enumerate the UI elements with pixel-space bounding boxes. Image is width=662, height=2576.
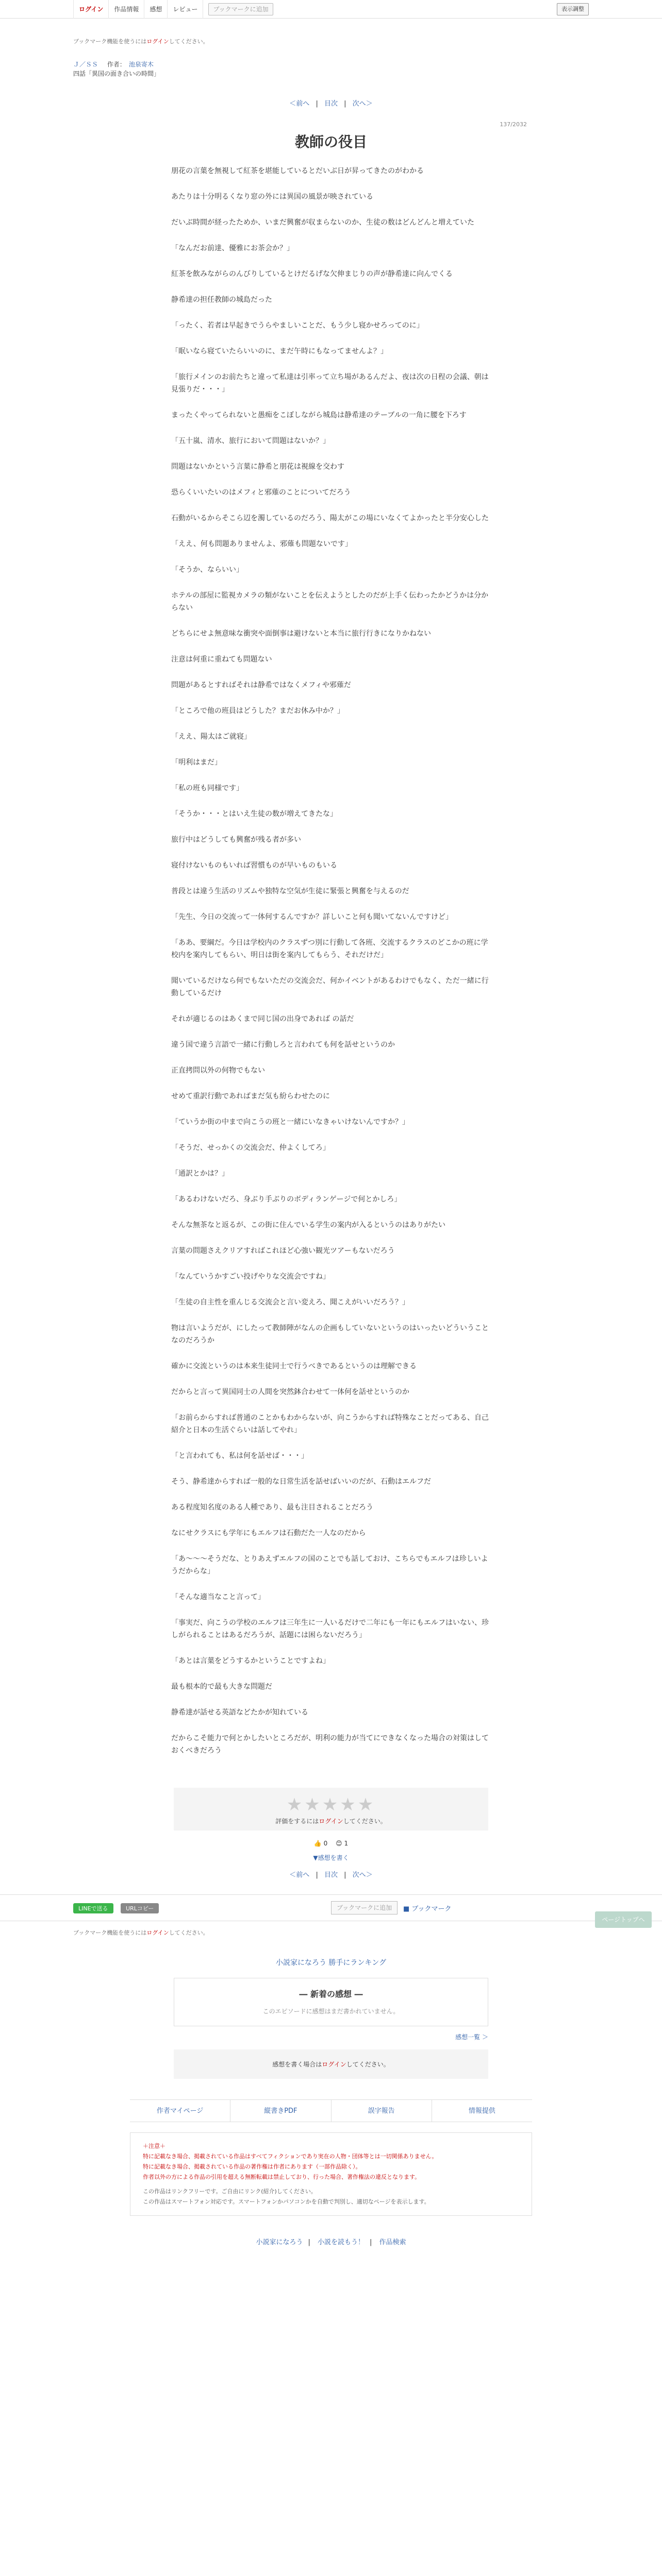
write-review-toggle bbox=[73, 1853, 589, 1862]
novel-paragraph: 正直拷問以外の何物でもない bbox=[171, 1066, 265, 1075]
notice-text-suffix: してください。 bbox=[169, 38, 209, 45]
novel-paragraph: 「ああ、要綱だ。今日は学校内のクラスずつ別に行動して各班、交流するクラスのどこかの班に学校内を案内してもらい、明日は街を案内してもらう、それだけだ」 bbox=[171, 939, 488, 959]
novel-paragraph: そう、静希達からすれば一般的な日常生活を話せばいいのだが、石動はエルフだ bbox=[171, 1478, 431, 1486]
novel-paragraph: だいぶ時間が経ったためか、いまだ興奮が収まらないのか、生徒の数はどんどんと増えていた bbox=[171, 218, 474, 227]
ranking-link[interactable]: 小説家になろう 勝手にランキング bbox=[275, 1959, 387, 1967]
reactions bbox=[73, 1840, 589, 1847]
info-provide-link[interactable] bbox=[432, 2100, 532, 2122]
novel-paragraph: 「ったく、若者は早起きでうらやましいことだ、もう少し寝かせろってのに」 bbox=[171, 321, 424, 330]
toc-link[interactable]: 目次 bbox=[324, 100, 338, 108]
rating-stars[interactable]: ★★★★★ bbox=[286, 1794, 376, 1815]
novel-paragraph: 確かに交流というのは本来生徒同士で行うべきであるというのは理解できる bbox=[171, 1362, 417, 1370]
novel-paragraph: 「ええ、陽太はご就寝」 bbox=[171, 733, 251, 741]
url-copy-button[interactable]: URLコピー bbox=[121, 1903, 159, 1913]
new-reviews-empty: このエピソードに感想はまだ書かれていません。 bbox=[262, 2008, 400, 2015]
novel-paragraph: 「ええ、何も問題ありませんよ、邪薙も問題ないです」 bbox=[171, 540, 352, 548]
bookmark-login-notice-2 bbox=[73, 1928, 589, 1937]
review-list-container bbox=[174, 2032, 488, 2041]
series-title-link[interactable]: Ｊ／ＳＳ bbox=[73, 61, 98, 68]
notice2-login-link[interactable]: ログイン bbox=[146, 1929, 169, 1936]
caution-line: この作品はリンクフリーです。ご自由にリンク(紹介)してください。 bbox=[143, 2188, 317, 2195]
bottom-nav: 小説家になろう | 小説を読もう！ | 作品検索 bbox=[256, 2239, 406, 2246]
bookmark-label: ブックマーク bbox=[411, 1905, 452, 1913]
chapter-number: 137/2032 bbox=[500, 121, 527, 128]
rating-login-link[interactable]: ログイン bbox=[319, 1818, 343, 1825]
rating-note-suffix: してください。 bbox=[343, 1818, 387, 1825]
novel-paragraph: 言葉の問題さえクリアすればこれほど心強い観光ツアーもないだろう bbox=[171, 1247, 395, 1255]
novel-paragraph: 朋花の言葉を無視して紅茶を堪能しているとだいぶ日が昇ってきたのがわかる bbox=[171, 167, 424, 175]
novel-paragraph: ホテルの部屋に監視カメラの類がないことを伝えようとしたのだが上手く伝わったかどうかは分からない bbox=[171, 591, 489, 612]
novel-paragraph: 「事実だ、向こうの学校のエルフは三年生に一人いるだけで二年にも一年にもエルフはいない、珍しがられることはあるだろうが、話題には困らないだろう」 bbox=[171, 1619, 489, 1639]
author-mypage-link[interactable] bbox=[130, 2100, 230, 2122]
novel-paragraph: 物は言いようだが、にしたって教師陣がなんの企画もしていないというのはいったいどういうことなのだろうか bbox=[171, 1324, 489, 1345]
novel-paragraph: それが適じるのはあくまで同じ国の出身であれば の話だ bbox=[171, 1015, 354, 1023]
prev-link-bottom[interactable]: ＜前へ bbox=[289, 1871, 310, 1879]
vertical-pdf-label[interactable]: 縦書きPDF bbox=[264, 2107, 297, 2115]
novel-paragraph: 「ていうか街の中まで向こうの班と一緒にいなきゃいけないんですか？」 bbox=[171, 1118, 409, 1126]
rating-box bbox=[174, 1788, 488, 1831]
nav-impressions-link[interactable]: 感想 bbox=[144, 0, 168, 19]
novel-paragraph: 「と言われても、私は何を話せば・・・」 bbox=[171, 1452, 308, 1460]
novel-paragraph: 「先生、今日の交流って一体何するんですか？詳しいこと何も聞いてないんですけど」 bbox=[171, 913, 453, 921]
novel-paragraph: そんな無茶なと返るが、この街に住んでいる学生の案内が入るというのはありがたい bbox=[171, 1221, 445, 1229]
novel-paragraph: 「なんだお前達、優雅にお茶会か？」 bbox=[171, 244, 294, 252]
notice-text: ブックマーク機能を使うには bbox=[73, 38, 147, 45]
novel-paragraph: 「そうだ、せっかくの交流会だ、仲よくしてろ」 bbox=[171, 1144, 330, 1152]
novel-paragraph: 問題があるとすればそれは静希ではなくメフィや邪薙だ bbox=[171, 681, 351, 689]
prev-link[interactable]: ＜前へ bbox=[289, 100, 310, 108]
novel-paragraph: 「あ～～～そうだな、とりあえずエルフの国のことでも話しておけ、こちらでもエルフは珍しいようだからな」 bbox=[171, 1555, 488, 1575]
episode-title: 四話「異国の面き合いの時間」 bbox=[73, 70, 160, 77]
novel-paragraph: 違う国で違う言語で一緒に行動しろと言われても何を話せというのか bbox=[171, 1041, 395, 1049]
bottom-nav-search[interactable]: 作品検索 bbox=[379, 2239, 406, 2246]
line-share-button[interactable]: LINEで送る bbox=[73, 1903, 113, 1913]
novel-paragraph: 「旅行メインのお前たちと違って私達は引率って立ち場があるんだよ、夜は次の日程の会議、朝は見張りだ・・・」 bbox=[171, 373, 489, 394]
review-write-login-link[interactable]: ログイン bbox=[322, 2061, 346, 2068]
caution-head: ＋注意＋ bbox=[143, 2143, 166, 2149]
novel-paragraph: まったくやってられないと愚痴をこぼしながら城島は静希達のテーブルの一角に腰を下ろす bbox=[171, 411, 467, 419]
bookmark-link[interactable] bbox=[403, 1903, 452, 1913]
novel-paragraph: 旅行中はどうしても興奮が残る者が多い bbox=[171, 836, 301, 844]
novel-paragraph: ある程度知名度のある人種であり、最も注目されることだろう bbox=[171, 1503, 373, 1512]
novel-paragraph: 「明利はまだ」 bbox=[171, 758, 222, 767]
caution-box bbox=[130, 2132, 532, 2216]
toc-link-bottom[interactable]: 目次 bbox=[324, 1871, 338, 1879]
novel-paragraph: 恐らくいいたいのはメフィと邪薙のことについてだろう bbox=[171, 488, 351, 497]
author-mypage-label[interactable]: 作者マイページ bbox=[156, 2107, 204, 2115]
novel-paragraph: 「そんな適当なこと言って」 bbox=[171, 1593, 265, 1601]
rating-login-note bbox=[174, 1817, 488, 1825]
new-reviews-box bbox=[174, 1978, 488, 2026]
novel-paragraph: 「なんていうかすごい投げやりな交流会ですね」 bbox=[171, 1273, 330, 1281]
novel-paragraph: 「生徒の自主性を重んじる交流会と言い変えろ、聞こえがいいだろう？」 bbox=[171, 1298, 409, 1307]
typo-report-label[interactable]: 誤字報告 bbox=[368, 2107, 395, 2115]
review-write-text: 感想を書く場合は bbox=[272, 2061, 322, 2068]
nav-work-info-link[interactable]: 作品情報 bbox=[109, 0, 144, 19]
author-link[interactable]: 池泉寄木 bbox=[128, 61, 154, 68]
novel-body bbox=[171, 165, 491, 1757]
novel-paragraph: 「私の班も同様です」 bbox=[171, 784, 243, 792]
vertical-pdf-link[interactable] bbox=[230, 2100, 331, 2122]
pager-bottom: ＜前へ | 目次 | 次へ＞ bbox=[289, 1871, 373, 1879]
bottom-nav-yomou[interactable]: 小説を読もう！ bbox=[317, 2239, 365, 2246]
caution-line: この作品はスマートフォン対応です。スマートフォンかパソコンかを自動で判別し、適切なページを表示します。 bbox=[143, 2198, 430, 2205]
bottom-nav-narou[interactable]: 小説家になろう bbox=[256, 2239, 303, 2246]
write-review-link[interactable]: ▼感想を書く bbox=[313, 1854, 349, 1861]
novel-paragraph: 「そうか・・・とはいえ生徒の数が増えてきたな」 bbox=[171, 810, 337, 818]
author-label: 作者： bbox=[107, 61, 126, 68]
novel-paragraph: 注意は何重に重ねても問題ない bbox=[171, 655, 272, 664]
smile-reaction[interactable]: 😊 1 bbox=[336, 1840, 349, 1847]
typo-report-link[interactable] bbox=[332, 2100, 432, 2122]
novel-paragraph: せめて重訳行動であればまだ気も紛らわせたのに bbox=[171, 1092, 330, 1100]
novel-paragraph: 問題はないかという言葉に静希と朋花は視線を交わす bbox=[171, 463, 344, 471]
novel-paragraph: 「あるわけないだろ、身ぶり手ぶりのボディランゲージで何とかしろ」 bbox=[171, 1195, 402, 1204]
novel-paragraph: 紅茶を飲みながらのんびりしているとけだるげな欠伸まじりの声が静希達に向んでくる bbox=[171, 270, 453, 278]
novel-paragraph: 「お前らからすれば普通のことかもわからないが、向こうからすれば特殊なことだってある、自己紹介と日本の生活ぐらいは話してやれ」 bbox=[171, 1414, 489, 1434]
novel-paragraph: あたりは十分明るくなり窓の外には異国の風景が映されている bbox=[171, 193, 373, 201]
bookmark-login-notice bbox=[73, 37, 589, 45]
nav-bookmark-add-button[interactable]: ブックマークに追加 bbox=[208, 3, 273, 15]
nav-reviews-link[interactable]: レビュー bbox=[168, 0, 203, 19]
novel-paragraph: 「五十嵐、清水、旅行において問題はないか？」 bbox=[171, 437, 330, 445]
top-navbar bbox=[0, 0, 662, 19]
bookmark-icon: ■ bbox=[403, 1905, 412, 1913]
review-write-suffix: してください。 bbox=[346, 2061, 390, 2068]
bookmark-add-button[interactable]: ブックマークに追加 bbox=[331, 1901, 398, 1914]
novel-paragraph: だからと言って異国同士の人間を突然鉢合わせて一体何を話せというのか bbox=[171, 1388, 409, 1396]
page-top-button[interactable]: ページトップへ bbox=[595, 1911, 652, 1928]
novel-paragraph: 静希達が話せる英語などたかが知れている bbox=[171, 1708, 308, 1717]
review-write-box bbox=[174, 2049, 488, 2079]
series-info bbox=[73, 60, 589, 78]
novel-paragraph: 「そうか、ならいい」 bbox=[171, 566, 243, 574]
novel-paragraph: 聞いているだけなら何でもないただの交流会だ、何かイベントがあるわけでもなく、ただ一緒に行動しているだけ bbox=[171, 977, 489, 997]
caution-line: 特に記載なき場合、掲載されている作品はすべてフィクションであり実在の人物・団体等とは一切関係ありません。 bbox=[143, 2153, 438, 2160]
nav-login-link[interactable]: ログイン bbox=[73, 0, 109, 19]
rating-note-text: 評価をするには bbox=[275, 1818, 319, 1825]
notice2-text-suffix: してください。 bbox=[169, 1929, 209, 1936]
pager-top: ＜前へ | 目次 | 次へ＞ bbox=[289, 100, 373, 108]
caution-line: 作者以外の方による作品の引用を超える無断転載は禁止しており、行った場合、著作権法の違反となります。 bbox=[143, 2174, 421, 2180]
novel-paragraph: 最も根本的で最も大きな問題だ bbox=[171, 1683, 272, 1691]
next-link[interactable]: 次へ＞ bbox=[352, 100, 373, 108]
chapter-title: 教師の役目 bbox=[294, 133, 367, 150]
info-provide-label[interactable]: 情報提供 bbox=[468, 2107, 495, 2115]
display-settings-button[interactable]: 表示調整 bbox=[557, 3, 589, 15]
novel-paragraph: 「眠いなら寝ていたらいいのに、まだ午時にもなってませんよ？」 bbox=[171, 347, 388, 355]
caution-line: 特に記載なき場合、掲載されている作品の著作権は作者にあります（一部作品除く）。 bbox=[143, 2163, 361, 2170]
next-link-bottom[interactable]: 次へ＞ bbox=[352, 1871, 373, 1879]
novel-paragraph: 「あとは言葉をどうするかということですよね」 bbox=[171, 1657, 330, 1665]
footer-links bbox=[130, 2099, 532, 2122]
novel-paragraph: 石動がいるからそこら辺を濁しているのだろう、陽太がこの場にいなくてよかったと半分安心した bbox=[171, 514, 489, 522]
novel-paragraph: 「通訳とかは？」 bbox=[171, 1170, 229, 1178]
share-row bbox=[0, 1894, 662, 1921]
novel-paragraph: なにせクラスにも学年にもエルフは石動だた一人なのだから bbox=[171, 1529, 366, 1537]
notice-login-link[interactable]: ログイン bbox=[146, 38, 169, 45]
novel-paragraph: 寝付けないものもいれば習慣ものが早いものもいる bbox=[171, 861, 337, 870]
like-reaction[interactable]: 👍 0 bbox=[313, 1840, 328, 1847]
new-reviews-title: ― 新着の感想 ― bbox=[299, 1989, 363, 1999]
novel-paragraph: 普段とは違う生活のリズムや独特な空気が生徒に緊張と興奮を与えるのだ bbox=[171, 887, 409, 895]
novel-paragraph: 「ところで他の班員はどうした？まだお休み中か？」 bbox=[171, 707, 344, 715]
review-list-link[interactable]: 感想一覧 ＞ bbox=[455, 2033, 488, 2041]
novel-paragraph: 静希達の担任教師の城島だった bbox=[171, 296, 272, 304]
notice2-text: ブックマーク機能を使うには bbox=[73, 1929, 147, 1936]
novel-paragraph: どちらにせよ無意味な衝突や面倒事は避けないと本当に旅行行きになりかねない bbox=[171, 630, 431, 638]
novel-paragraph: だからこそ能力で何とかしたいところだが、明利の能力が当てにできなくなった場合の対策はしておくべきだろう bbox=[171, 1734, 489, 1755]
